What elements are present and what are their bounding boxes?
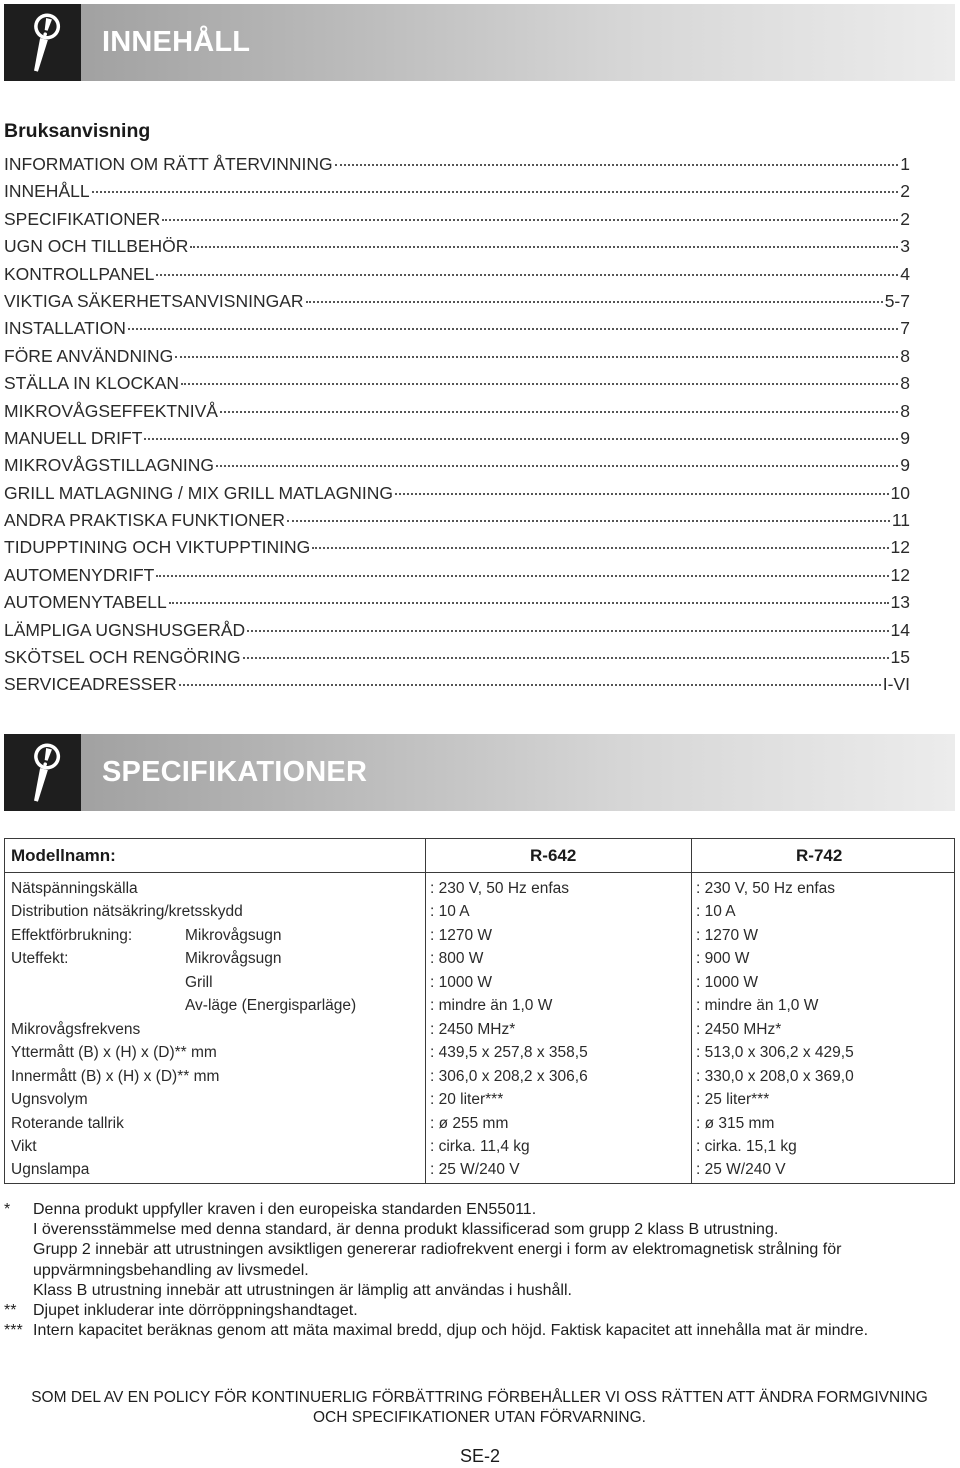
footnote-line: Intern kapacitet beräknas genom att mäta maximal bredd, djup och höjd. Faktisk kapacitet att innehålla mat är mindre. — [33, 1322, 869, 1340]
toc-leader-dots — [216, 465, 898, 467]
toc-entry — [4, 181, 910, 208]
footnote-line: I överensstämmelse med denna standard, är denna produkt klassificerad som grupp 2 klass B utrustning. — [33, 1221, 779, 1239]
toc-entry-page: 5-7 — [884, 290, 910, 311]
spec-value-model-b: : 1270 W — [696, 926, 759, 944]
toc-leader-dots — [92, 191, 899, 193]
toc-leader-dots — [144, 438, 898, 440]
toc-entry-label: MIKROVÅGSTILLAGNING — [4, 455, 215, 476]
spec-header-model-b: R-742 — [796, 846, 843, 865]
toc-leader-dots — [243, 657, 889, 659]
toc-entry-label: GRILL MATLAGNING / MIX GRILL MATLAGNING — [4, 482, 393, 503]
spec-header-model-a: R-642 — [530, 846, 577, 865]
toc-entry-page: 14 — [890, 619, 910, 640]
spec-value-model-a: : 2450 MHz* — [430, 1020, 516, 1038]
toc-leader-dots — [169, 602, 889, 604]
footnote-mark: *** — [4, 1322, 23, 1340]
toc-entry — [4, 537, 910, 564]
spec-sublabel: Grill — [185, 973, 213, 991]
spec-value-model-b: : ø 315 mm — [696, 1114, 775, 1132]
spec-row — [5, 994, 954, 1017]
toc-entry-label: UGN OCH TILLBEHÖR — [4, 236, 189, 257]
footnote-mark: * — [4, 1201, 11, 1218]
spec-label: Distribution nätsäkring/kretsskydd — [11, 903, 243, 921]
spec-value-model-a: : 1000 W — [430, 973, 493, 991]
toc-entry — [4, 209, 910, 236]
toc-entry — [4, 346, 910, 373]
spec-value-model-b: : 25 W/240 V — [696, 1161, 786, 1179]
toc-leader-dots — [162, 219, 898, 221]
toc-leader-dots — [156, 274, 898, 276]
toc-entry — [4, 318, 910, 345]
spec-value-model-b: : 513,0 x 306,2 x 429,5 — [696, 1044, 854, 1062]
toc-leader-dots — [156, 575, 888, 577]
toc-entry-label: AUTOMENYTABELL — [4, 592, 167, 613]
toc-entry-page: 7 — [900, 318, 910, 339]
spec-value-model-a: : cirka. 11,4 kg — [430, 1137, 530, 1155]
toc-entry — [4, 373, 910, 400]
toc-entry — [4, 674, 910, 701]
spec-label: Vikt — [11, 1137, 37, 1155]
spec-label: Yttermått (B) x (H) x (D)** mm — [11, 1044, 217, 1062]
toc-leader-dots — [335, 164, 899, 166]
toc-entry — [4, 510, 910, 537]
toc-entry-page: 2 — [900, 208, 910, 229]
toc-entry — [4, 620, 910, 647]
toc-entry-page: 15 — [890, 647, 910, 668]
toc-entry — [4, 236, 910, 263]
spec-label: Ugnslampa — [11, 1161, 90, 1179]
spec-row — [5, 1088, 954, 1111]
spec-label: Ugnsvolym — [11, 1091, 88, 1109]
toc-entry — [4, 154, 910, 181]
footnote — [4, 1321, 955, 1341]
policy-line: OCH SPECIFIKATIONER UTAN FÖRVARNING. — [313, 1408, 646, 1426]
toc-leader-dots — [190, 246, 898, 248]
toc-entry — [4, 291, 910, 318]
section-banner-specifikationer — [4, 734, 955, 811]
toc-entry — [4, 483, 910, 510]
toc-entry-label: AUTOMENYDRIFT — [4, 564, 155, 585]
toc-entry-label: KONTROLLPANEL — [4, 263, 155, 284]
toc-heading: Bruksanvisning — [4, 120, 151, 142]
toc-entry-label: MANUELL DRIFT — [4, 427, 143, 448]
section-title: SPECIFIKATIONER — [102, 756, 368, 788]
toc-entry-label: FÖRE ANVÄNDNING — [4, 345, 174, 366]
specification-table — [4, 838, 955, 1184]
spec-value-model-b: : 25 liter*** — [696, 1091, 770, 1109]
spec-value-model-a: : 800 W — [430, 950, 484, 968]
toc-entry — [4, 264, 910, 291]
toc-entry-page: 1 — [900, 154, 910, 174]
toc-leader-dots — [287, 520, 890, 522]
toc-entry-page: 10 — [890, 482, 910, 503]
toc-entry-label: INSTALLATION — [4, 318, 126, 339]
spec-row — [5, 1158, 954, 1181]
section-title: INNEHÅLL — [102, 26, 251, 58]
spec-sublabel: Av-läge (Energisparläge) — [185, 997, 357, 1015]
section-banner-innehall — [4, 4, 955, 81]
spec-label: Uteffekt: — [11, 950, 69, 968]
spec-value-model-a: : 439,5 x 257,8 x 358,5 — [430, 1044, 588, 1062]
toc-entry-label: STÄLLA IN KLOCKAN — [4, 373, 180, 394]
toc-entry-page: 12 — [890, 537, 910, 558]
spec-value-model-b: : 330,0 x 208,0 x 369,0 — [696, 1067, 854, 1085]
spec-row — [5, 877, 954, 900]
toc-entry-label: TIDUPPTINING OCH VIKTUPPTINING — [4, 537, 311, 558]
policy-notice — [4, 1388, 955, 1427]
toc-leader-dots — [181, 383, 898, 385]
toc-entry-page: 3 — [900, 236, 910, 257]
spec-label: Innermått (B) x (H) x (D)** mm — [11, 1067, 220, 1085]
exclamation-icon — [4, 734, 81, 811]
footnote-line: Djupet inkluderar inte dörröppningshandtaget. — [33, 1302, 358, 1320]
toc-entry-label: ANDRA PRAKTISKA FUNKTIONER — [4, 510, 286, 531]
spec-header-label: Modellnamn: — [11, 846, 116, 865]
toc-entry-page: 9 — [900, 455, 910, 476]
footnotes — [4, 1200, 955, 1341]
toc-entry-page: 8 — [900, 373, 910, 394]
toc-leader-dots — [175, 356, 898, 358]
toc-entry-page: 9 — [900, 427, 910, 448]
toc-entry-page: 4 — [900, 263, 910, 284]
toc-entry-page: 2 — [900, 181, 910, 202]
spec-value-model-b: : 230 V, 50 Hz enfas — [696, 880, 836, 897]
spec-value-model-a: : 25 W/240 V — [430, 1161, 520, 1179]
toc-entry-label: SPECIFIKATIONER — [4, 208, 161, 229]
toc-entry-label: INNEHÅLL — [4, 181, 90, 202]
toc-entry-label: SKÖTSEL OCH RENGÖRING — [4, 647, 241, 668]
spec-row — [5, 900, 954, 923]
footnote-line: Klass B utrustning innebär att utrustningen är lämplig att användas i hushåll. — [33, 1281, 572, 1299]
header-divider — [5, 872, 954, 873]
toc-leader-dots — [312, 547, 888, 549]
spec-label: Roterande tallrik — [11, 1114, 124, 1132]
toc-leader-dots — [306, 301, 883, 303]
spec-value-model-a: : 20 liter*** — [430, 1091, 504, 1109]
spec-row — [5, 947, 954, 970]
spec-sublabel: Mikrovågsugn — [185, 926, 282, 944]
toc-entry — [4, 428, 910, 455]
spec-value-model-a: : 230 V, 50 Hz enfas — [430, 880, 570, 897]
toc-leader-dots — [395, 493, 889, 495]
spec-sublabel: Mikrovågsugn — [185, 950, 282, 968]
toc-leader-dots — [179, 684, 881, 686]
spec-label: Effektförbrukning: — [11, 926, 133, 944]
spec-value-model-b: : 2450 MHz* — [696, 1020, 782, 1038]
toc-entry — [4, 592, 910, 619]
spec-value-model-a: : 10 A — [430, 903, 470, 921]
toc-entry-page: 13 — [890, 592, 910, 613]
spec-label: Mikrovågsfrekvens — [11, 1020, 141, 1038]
spec-value-model-b: : cirka. 15,1 kg — [696, 1137, 797, 1155]
spec-value-model-a: : 306,0 x 208,2 x 306,6 — [430, 1067, 588, 1085]
spec-value-model-b: : 1000 W — [696, 973, 759, 991]
spec-row — [5, 1018, 954, 1041]
spec-value-model-b: : mindre än 1,0 W — [696, 997, 819, 1015]
toc-entry — [4, 647, 910, 674]
spec-row — [5, 924, 954, 947]
spec-value-model-b: : 900 W — [696, 950, 750, 968]
toc-entry-label: MIKROVÅGSEFFEKTNIVÅ — [4, 400, 218, 421]
toc-entry — [4, 401, 910, 428]
footnote — [4, 1200, 955, 1301]
spec-row — [5, 971, 954, 994]
toc-entry-label: VIKTIGA SÄKERHETSANVISNINGAR — [4, 290, 304, 311]
toc-entry-page: 11 — [891, 510, 910, 531]
toc-leader-dots — [128, 328, 898, 330]
spec-row — [5, 1041, 954, 1064]
toc-entry-label: INFORMATION OM RÄTT ÅTERVINNING — [4, 154, 333, 174]
page-number: SE-2 — [459, 1446, 501, 1466]
spec-value-model-b: : 10 A — [696, 903, 736, 921]
spec-label: Nätspänningskälla — [11, 880, 138, 897]
exclamation-icon — [4, 4, 81, 81]
toc-entry-label: SERVICEADRESSER — [4, 674, 177, 695]
toc-entry — [4, 455, 910, 482]
spec-row — [5, 1135, 954, 1158]
toc-entry-label: LÄMPLIGA UGNSHUSGERÅD — [4, 619, 246, 640]
spec-row — [5, 1112, 954, 1135]
footnote — [4, 1301, 955, 1321]
spec-value-model-a: : 1270 W — [430, 926, 493, 944]
toc-leader-dots — [220, 411, 898, 413]
policy-line: SOM DEL AV EN POLICY FÖR KONTINUERLIG FÖRBÄTTRING FÖRBEHÅLLER VI OSS RÄTTEN ATT ÄNDRA FORMGIVNING — [31, 1389, 928, 1406]
spec-row — [5, 1065, 954, 1088]
footnote-line: Denna produkt uppfyller kraven i den europeiska standarden EN55011. — [33, 1201, 537, 1218]
toc-entry-page: I-VI — [882, 674, 910, 695]
spec-value-model-a: : ø 255 mm — [430, 1114, 509, 1132]
footnote-mark: ** — [4, 1302, 17, 1320]
table-of-contents — [4, 154, 910, 702]
footnote-line: Grupp 2 innebär att utrustningen avsiktligen genererar radiofrekvent energi i form av elektromagnetisk strålning för uppvärmningsbehandling av livsmedel. — [33, 1241, 842, 1279]
toc-entry-page: 8 — [900, 400, 910, 421]
toc-leader-dots — [247, 630, 888, 632]
toc-entry — [4, 565, 910, 592]
spec-value-model-a: : mindre än 1,0 W — [430, 997, 553, 1015]
toc-entry-page: 12 — [890, 564, 910, 585]
toc-entry-page: 8 — [900, 345, 910, 366]
